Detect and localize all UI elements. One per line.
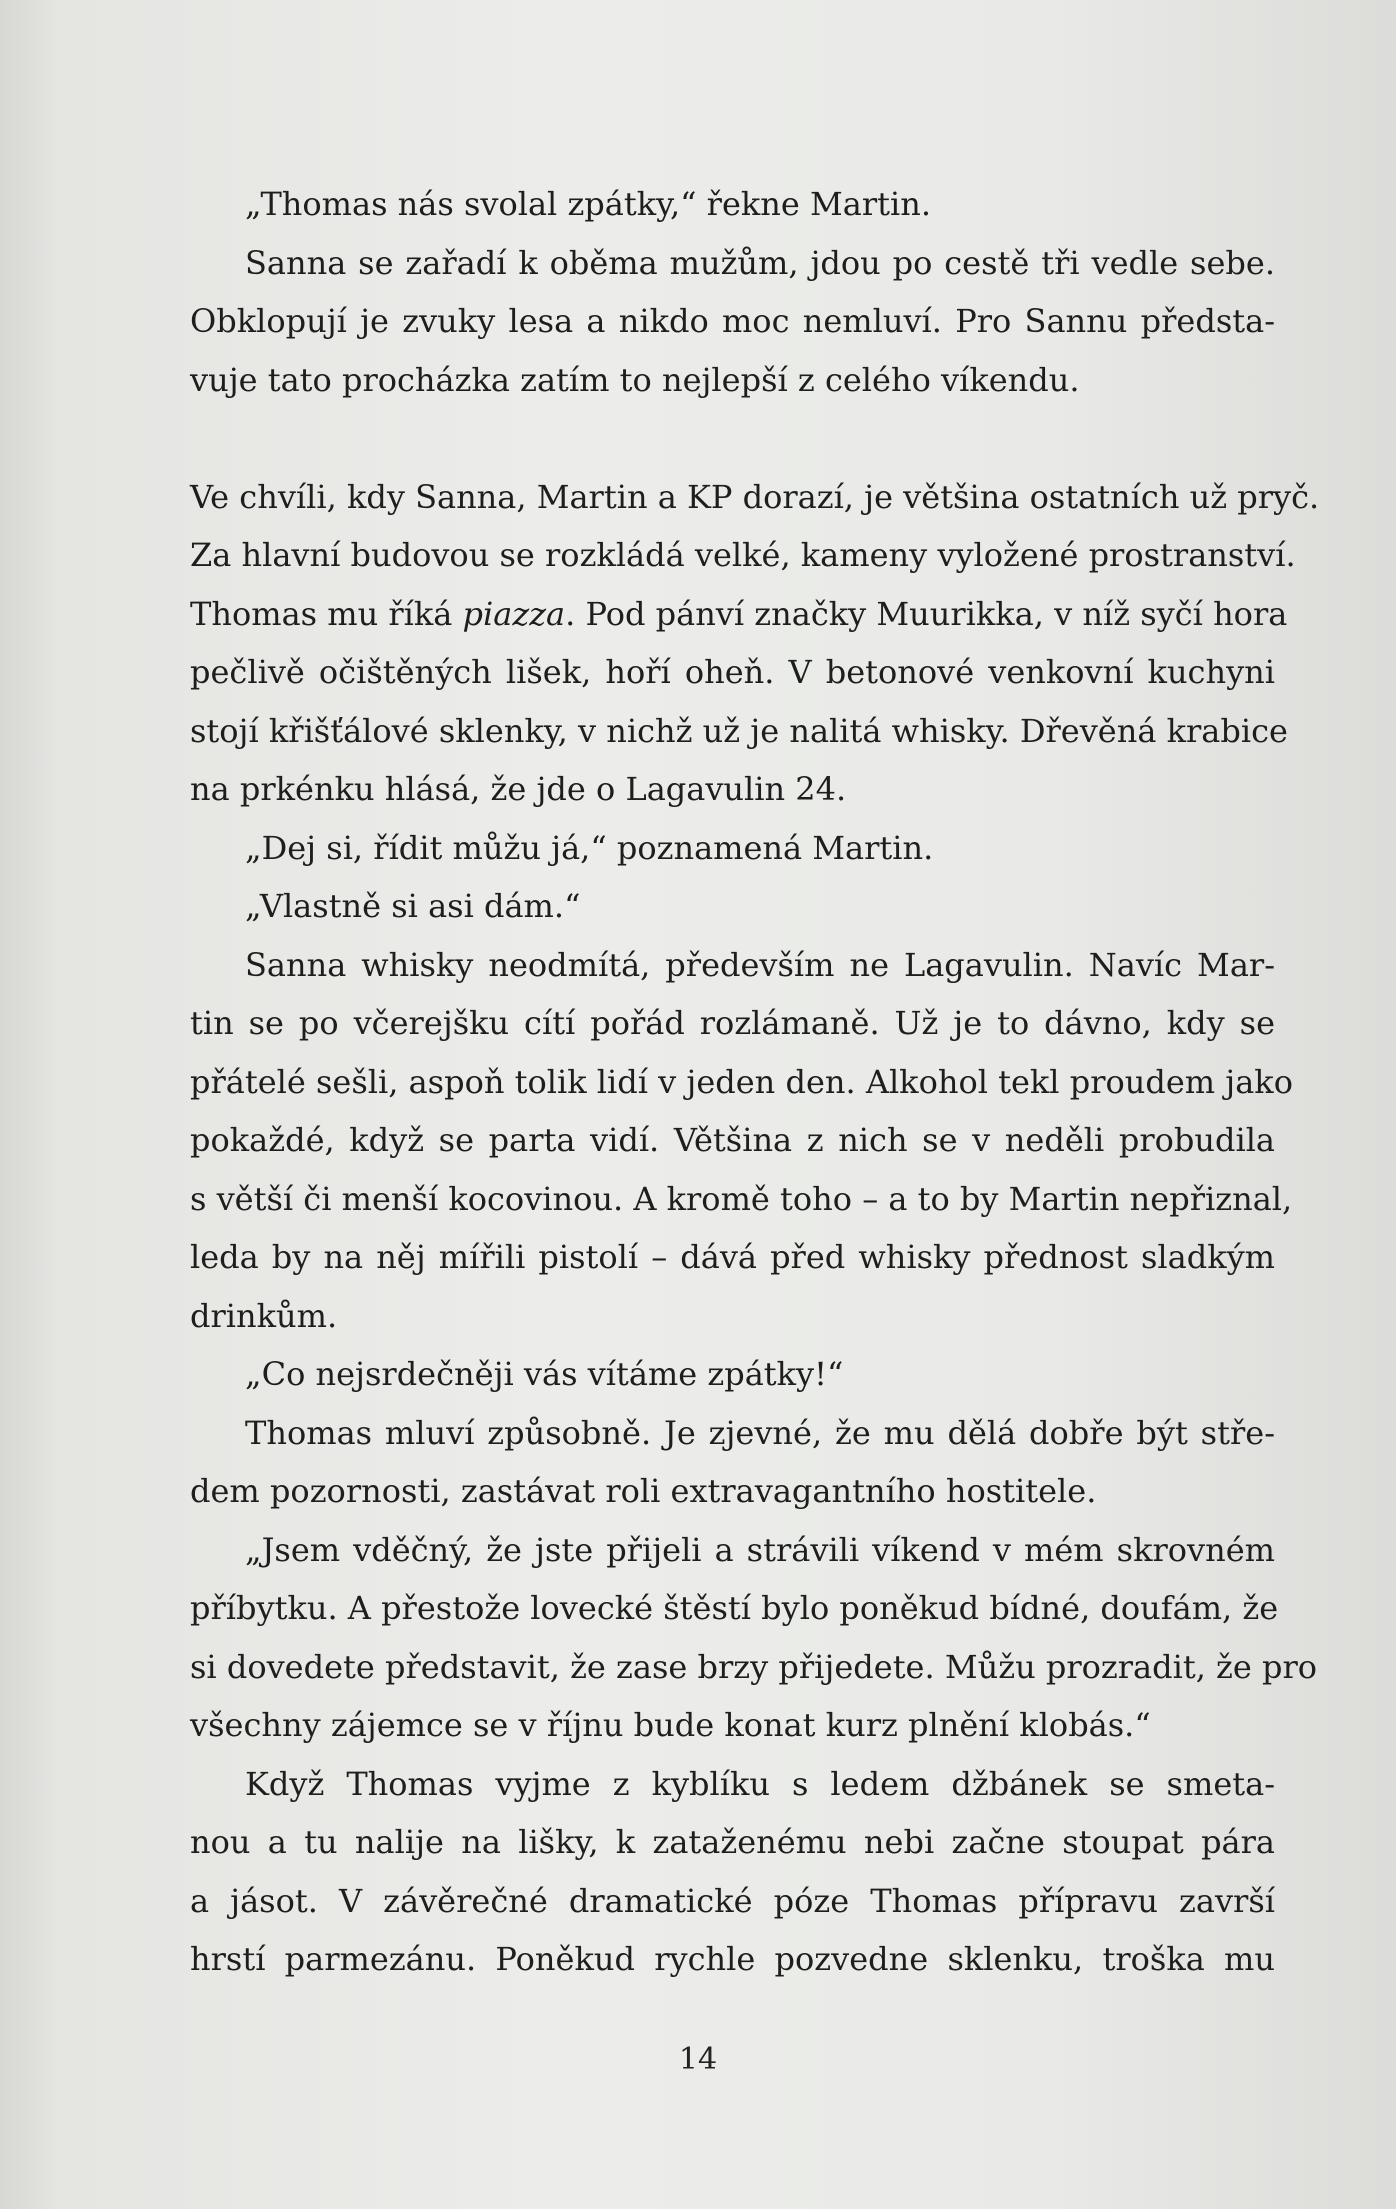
text-line: vuje tato procházka zatím to nejlepší z celého víkendu. <box>190 360 1080 399</box>
text-line: tin se po včerejšku cítí pořád rozlámaně. Už je to dávno, kdy se <box>190 1004 1275 1042</box>
text-line: Sanna whisky neodmítá, především ne Lagavulin. Navíc Mar- <box>245 945 1275 984</box>
text-line: drinkům. <box>190 1296 338 1335</box>
text-line: a jásot. V závěrečné dramatické póze Thomas přípravu završí <box>190 1881 1275 1920</box>
text-line: „Thomas nás svolal zpátky,“ řekne Martin. <box>245 185 931 223</box>
page-gutter-shadow <box>0 0 60 2209</box>
text-line: leda by na něj mířili pistolí – dává před whisky přednost sladkým <box>190 1238 1275 1276</box>
text-line: „Jsem vděčný, že jste přijeli a strávili víkend v mém skrovném <box>245 1530 1275 1569</box>
text-line: Obklopují je zvuky lesa a nikdo moc nemluví. Pro Sannu předsta- <box>190 302 1275 340</box>
body-text <box>190 175 1320 1989</box>
paragraph <box>190 1521 1318 1755</box>
text-line: přátelé sešli, aspoň tolik lidí v jeden den. Alkohol tekl proudem jako <box>190 1062 1293 1101</box>
text-line: Za hlavní budovou se rozkládá velké, kameny vyložené prostranství. <box>190 536 1296 574</box>
paragraph <box>190 468 1320 819</box>
paragraph <box>190 175 1275 234</box>
text-line: Když Thomas vyjme z kyblíku s ledem džbánek se smeta- <box>245 1764 1275 1803</box>
text-line: „Vlastně si asi dám.“ <box>245 887 581 925</box>
text-line: stojí křišťálové sklenky, v nichž už je nalitá whisky. Dřevěná krabice <box>190 711 1288 750</box>
paragraph <box>190 1404 1275 1521</box>
paragraph <box>190 877 1275 936</box>
text-line: „Dej si, řídit můžu já,“ poznamená Martin. <box>245 828 934 867</box>
paragraph <box>190 234 1275 410</box>
paragraph <box>190 1345 1275 1404</box>
text-line: na prkénku hlásá, že jde o Lagavulin 24. <box>190 770 847 808</box>
text-line: si dovedete představit, že zase brzy přijedete. Můžu prozradit, že pro <box>190 1647 1318 1686</box>
paragraph <box>190 819 1275 878</box>
text-line: Ve chvíli, kdy Sanna, Martin a KP dorazí, je většina ostatních už pryč. <box>190 477 1320 516</box>
text-line: Thomas mu říká piazza. Pod pánví značky Muurikka, v níž syčí hora <box>190 594 1288 633</box>
text-line: hrstí parmezánu. Poněkud rychle pozvedne sklenku, troška mu <box>190 1940 1275 1978</box>
text-line: nou a tu nalije na lišky, k zataženému nebi začne stoupat pára <box>190 1823 1275 1861</box>
paragraph-gap <box>190 409 1275 468</box>
text-line: Sanna se zařadí k oběma mužům, jdou po cestě tři vedle sebe. <box>245 243 1275 282</box>
paragraph <box>190 936 1293 1346</box>
text-line: s větší či menší kocovinou. A kromě toho – a to by Martin nepřiznal, <box>190 1179 1293 1218</box>
paragraph <box>190 1755 1275 1989</box>
text-line: pokaždé, když se parta vidí. Většina z nich se v neděli probudila <box>190 1121 1275 1159</box>
text-line: „Co nejsrdečněji vás vítáme zpátky!“ <box>245 1355 844 1393</box>
text-line: příbytku. A přestože lovecké štěstí bylo poněkud bídné, doufám, že <box>190 1589 1279 1627</box>
text-line: Thomas mluví způsobně. Je zjevné, že mu dělá dobře být stře- <box>245 1413 1275 1452</box>
text-line: pečlivě očištěných lišek, hoří oheň. V betonové venkovní kuchyni <box>190 653 1275 691</box>
page-number: 14 <box>678 2042 718 2077</box>
text-line: všechny zájemce se v říjnu bude konat kurz plnění klobás.“ <box>190 1706 1151 1744</box>
text-line: dem pozornosti, zastávat roli extravagantního hostitele. <box>190 1472 1097 1510</box>
